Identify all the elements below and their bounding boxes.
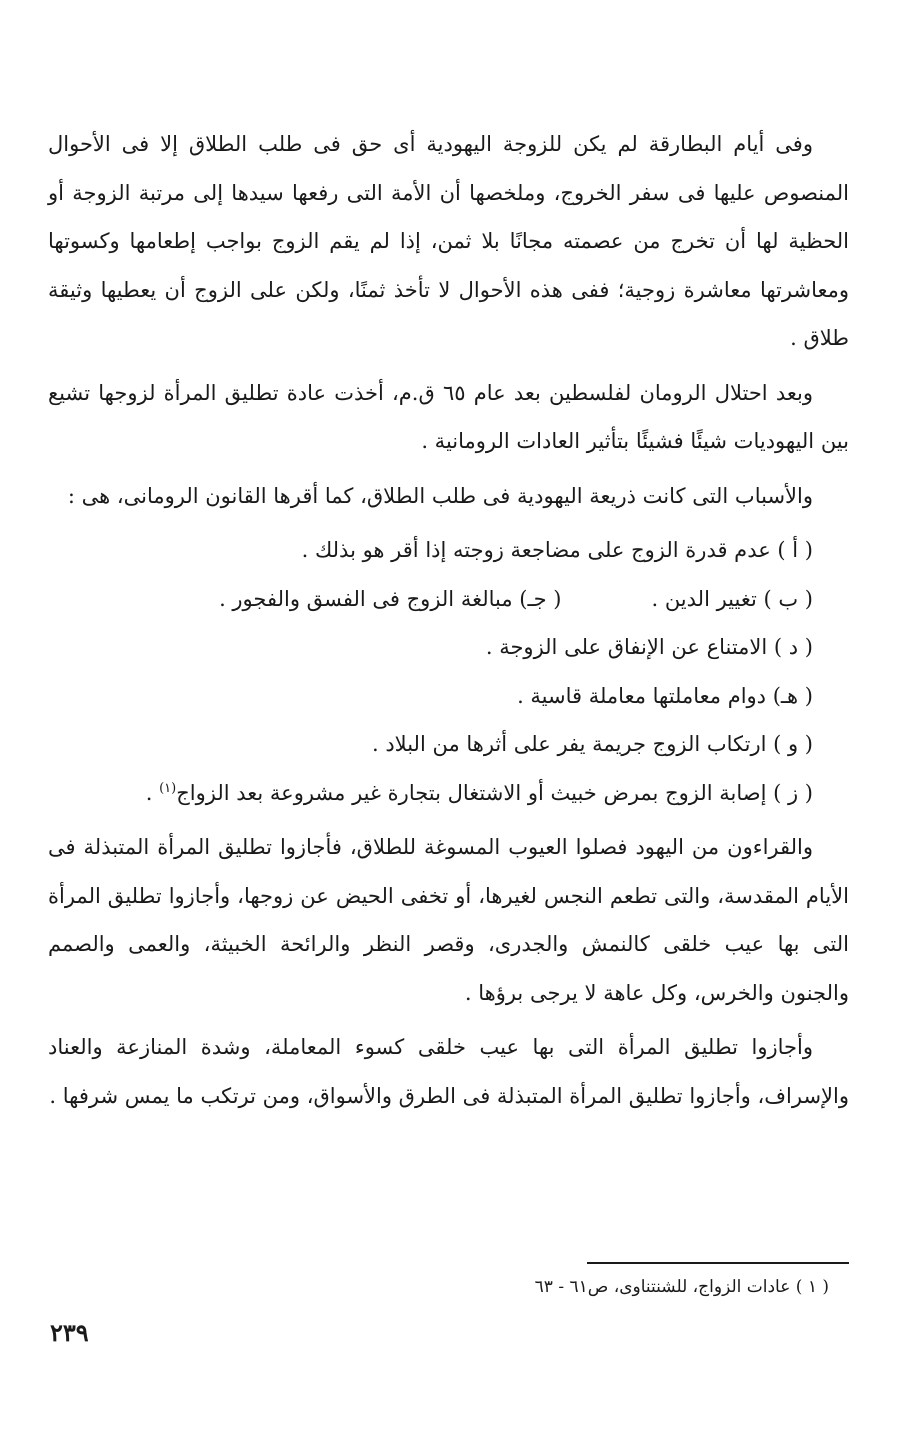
- footnote-divider: [587, 1262, 849, 1264]
- paragraph: وأجازوا تطليق المرأة التى بها عيب خلقى كسوء المعاملة، وشدة المنازعة والعناد والإسراف، وأجازوا تطليق المرأة المتبذلة فى الطرق والأسواق، ومن ترتكب ما يمس شرفها .: [48, 1035, 849, 1108]
- reasons-list: [48, 526, 849, 817]
- page-number: ٢٣٩: [50, 1318, 89, 1347]
- list-item: [48, 769, 849, 818]
- list-item: ( د ) الامتناع عن الإنفاق على الزوجة .: [485, 635, 813, 659]
- list-item-row: [48, 575, 849, 624]
- footnote-reference: (١): [159, 780, 177, 796]
- list-item: ( جـ) مبالغة الزوج فى الفسق والفجور .: [219, 586, 562, 611]
- list-item-end: .: [145, 780, 160, 805]
- list-item: ( أ ) عدم قدرة الزوج على مضاجعة زوجته إذا أقر هو بذلك .: [301, 538, 813, 562]
- paragraph: وفى أيام البطارقة لم يكن للزوجة اليهودية أى حق فى طلب الطلاق إلا فى الأحوال المنصوص عليها فى سفر الخروج، وملخصها أن الأمة التى رفعها سيدها إلى مرتبة الزوجة أو الحظية لها أن تخرج من عصمته مجانًا بلا ثمن، إذا لم يقم الزوج بواجب إطعامها وكسوتها ومعاشرتها معاشرة زوجية؛ ففى هذه الأحوال لا تأخذ ثمنًا، ولكن على الزوج أن يعطيها وثيقة طلاق .: [48, 132, 849, 350]
- paragraph: والقراءون من اليهود فصلوا العيوب المسوغة للطلاق، فأجازوا تطليق المرأة المتبذلة فى الأيام المقدسة، والتى تطعم النجس لغيرها، أو تخفى الحيض عن زوجها، وأجازوا تطليق المرأة التى بها عيب خلقى كالنمش والجدرى، وقصر النظر والرائحة الخبيثة، والعمى والصمم والجنون والخرس، وكل عاهة لا يرجى برؤها .: [48, 835, 849, 1005]
- paragraph: والأسباب التى كانت ذريعة اليهودية فى طلب الطلاق، كما أقرها القانون الرومانى، هى :: [67, 483, 813, 508]
- list-item-text: ( ز ) إصابة الزوج بمرض خبيث أو الاشتغال بتجارة غير مشروعة بعد الزواج: [176, 780, 813, 805]
- list-item: ( ب ) تغيير الدين .: [651, 586, 813, 611]
- page-body: [48, 120, 849, 1128]
- list-item: ( و ) ارتكاب الزوج جريمة يفر على أثرها من البلاد .: [371, 732, 813, 756]
- list-item: ( هـ) دوام معاملتها معاملة قاسية .: [517, 683, 813, 708]
- paragraph: وبعد احتلال الرومان لفلسطين بعد عام ٦٥ ق.م، أخذت عادة تطليق المرأة لزوجها تشيع بين اليهوديات شيئًا فشيئًا بتأثير العادات الرومانية .: [48, 380, 849, 453]
- footnote: ( ١ ) عادات الزواج، للشنتناوى، ص٦١ - ٦٣: [534, 1277, 829, 1297]
